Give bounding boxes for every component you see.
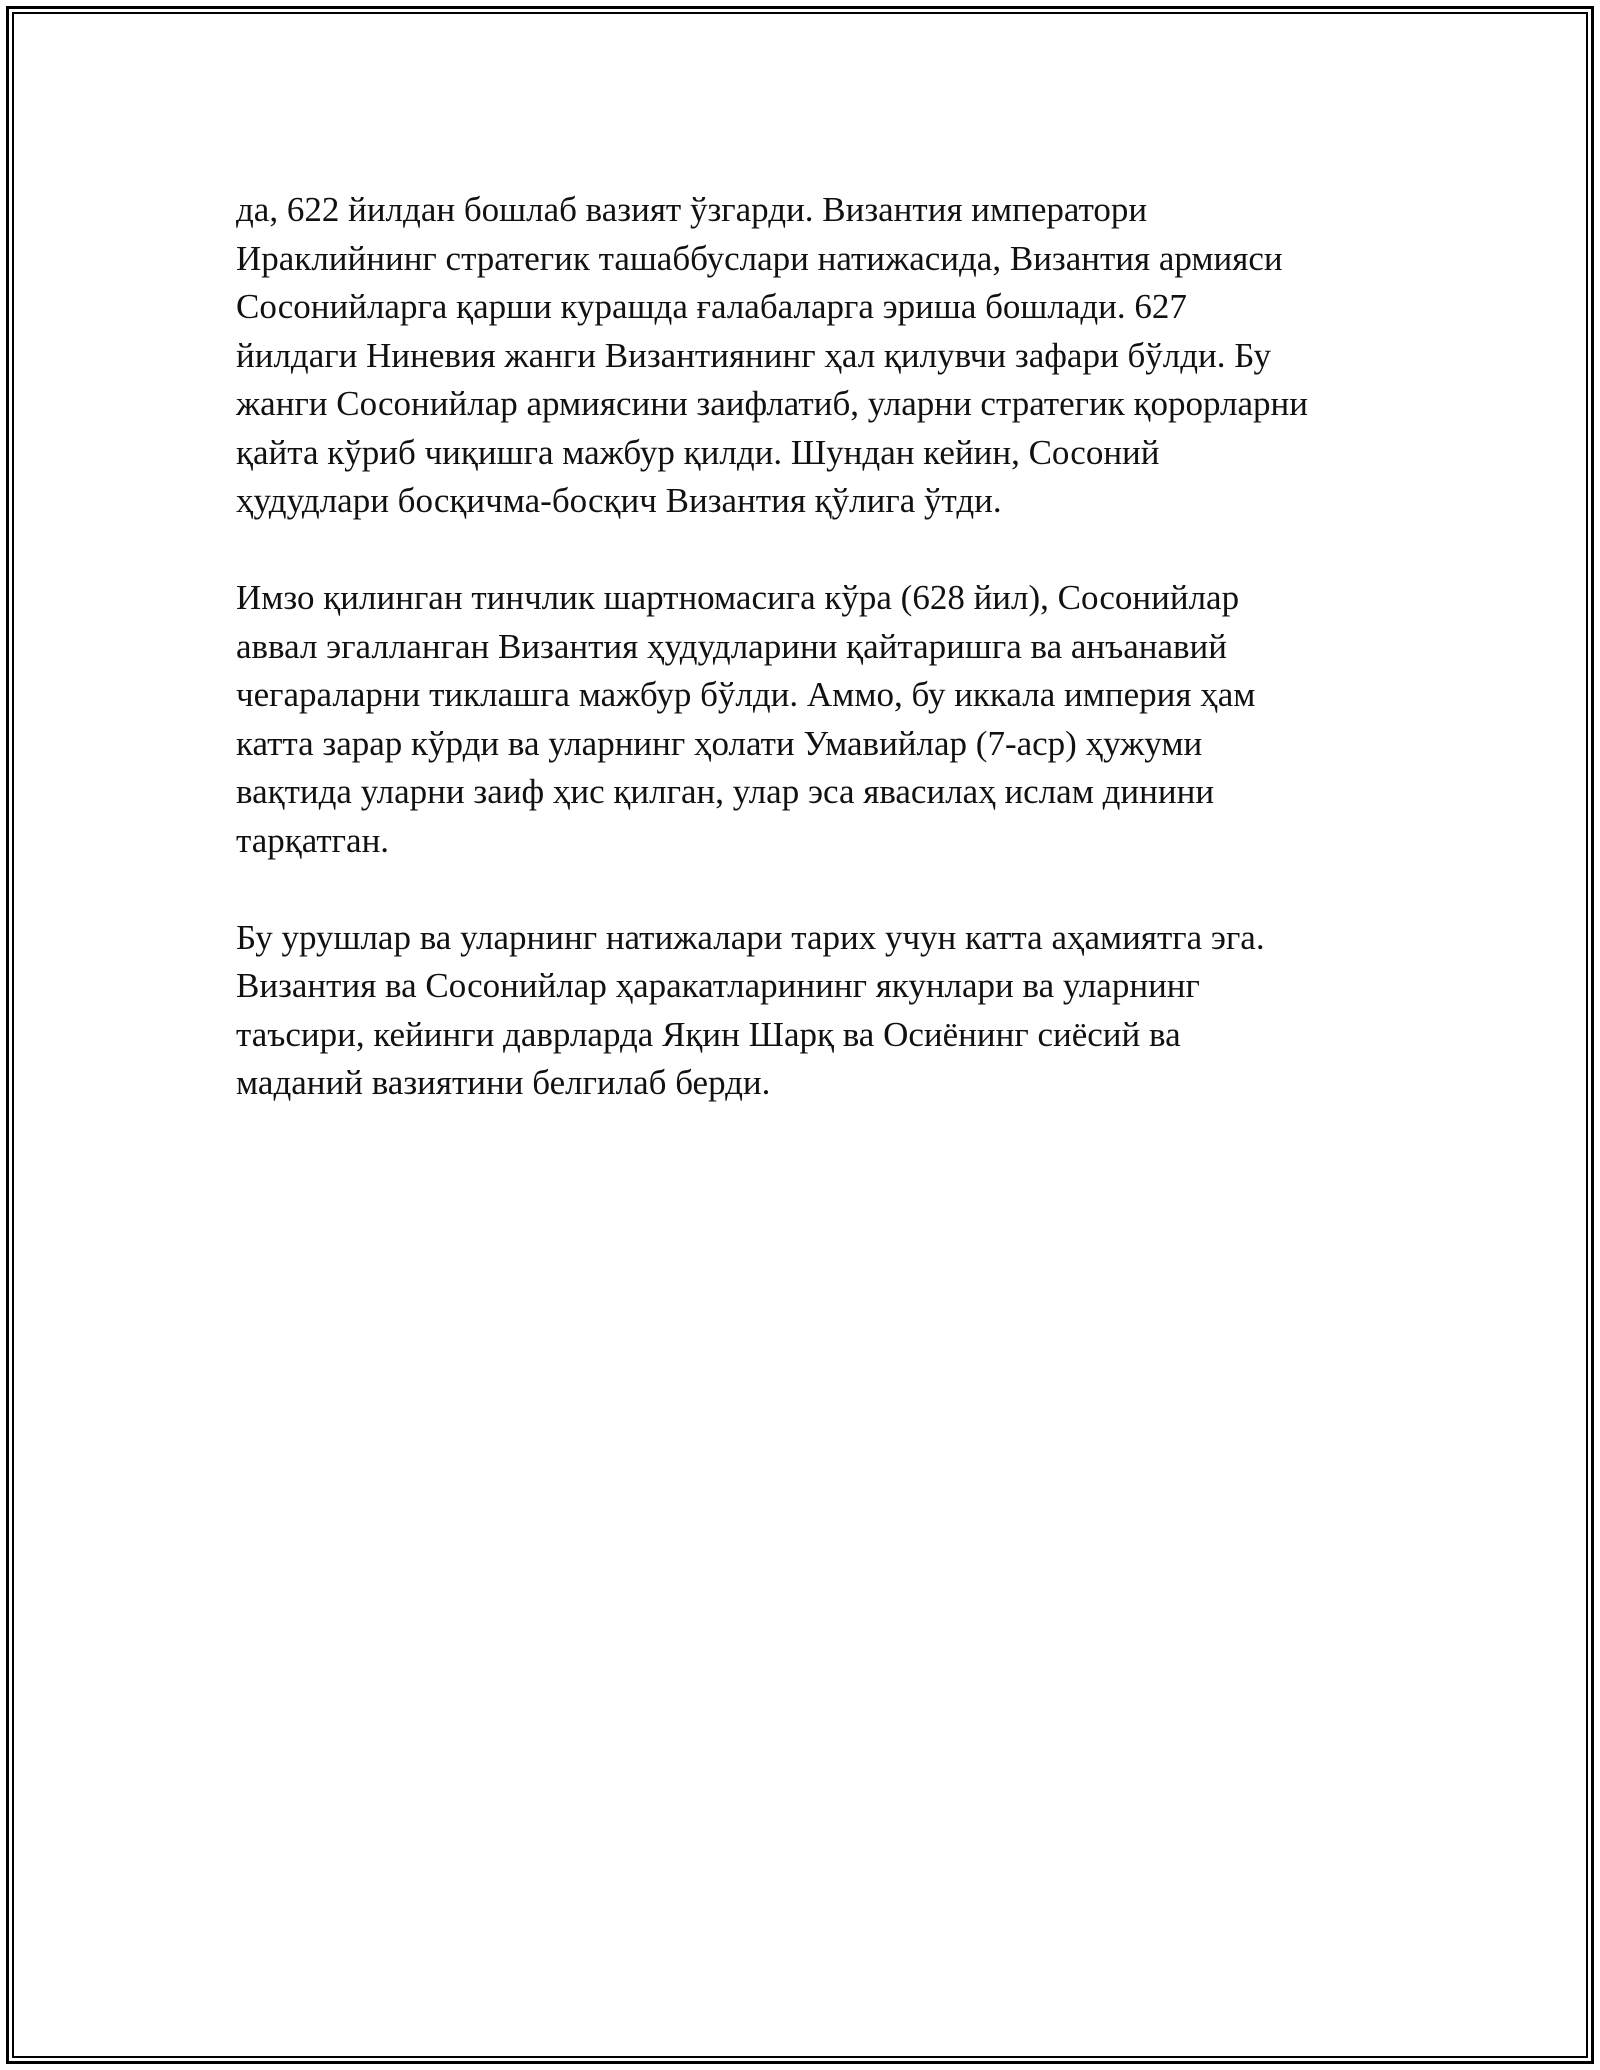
paragraph-2 xyxy=(236,574,1386,865)
text-line: Ираклийнинг стратегик ташаббуслари натижасида, Византия армияси xyxy=(236,238,1283,278)
text-line: жанги Сосонийлар армиясини заифлатиб, уларни стратегик қорорларни xyxy=(236,384,1308,423)
text-line: чегараларни тиклашга мажбур бўлди. Аммо, бу иккала империя ҳам xyxy=(236,675,1256,714)
text-line: қайта кўриб чиқишга мажбур қилди. Шундан кейин, Сосоний xyxy=(236,432,1160,472)
text-line: Сосонийларга қарши курашда ғалабаларга эриша бошлади. 627 xyxy=(236,287,1187,326)
text-line: катта зарар кўрди ва уларнинг ҳолати Умавийлар (7-аср) ҳужуми xyxy=(236,723,1203,763)
text-line: Византия ва Сосонийлар ҳаракатларининг якунлари ва уларнинг xyxy=(236,966,1200,1005)
text-line: аввал эгалланган Византия ҳудудларини қайтаришга ва анъанавий xyxy=(236,626,1228,666)
text-line: тарқатган. xyxy=(236,820,390,860)
text-line: йилдаги Ниневия жанги Византиянинг ҳал қилувчи зафари бўлди. Бу xyxy=(236,335,1271,375)
text-line: да, 622 йилдан бошлаб вазият ўзгарди. Византия императори xyxy=(236,190,1148,229)
document-body xyxy=(236,186,1386,1156)
paragraph-3 xyxy=(236,914,1386,1108)
text-line: Имзо қилинган тинчлик шартномасига кўра (628 йил), Сосонийлар xyxy=(236,578,1240,617)
text-line: маданий вазиятини белгилаб берди. xyxy=(236,1063,771,1102)
paragraph-1 xyxy=(236,186,1386,526)
text-line: ҳудудлари босқичма-босқич Византия қўлига ўтди. xyxy=(236,481,1002,520)
text-line: таъсири, кейинги даврларда Яқин Шарқ ва Осиёнинг сиёсий ва xyxy=(236,1014,1181,1054)
text-line: вақтида уларни заиф ҳис қилган, улар эса явасилаҳ ислам динини xyxy=(236,772,1215,811)
text-line: Бу урушлар ва уларнинг натижалари тарих учун катта аҳамиятга эга. xyxy=(236,917,1265,957)
